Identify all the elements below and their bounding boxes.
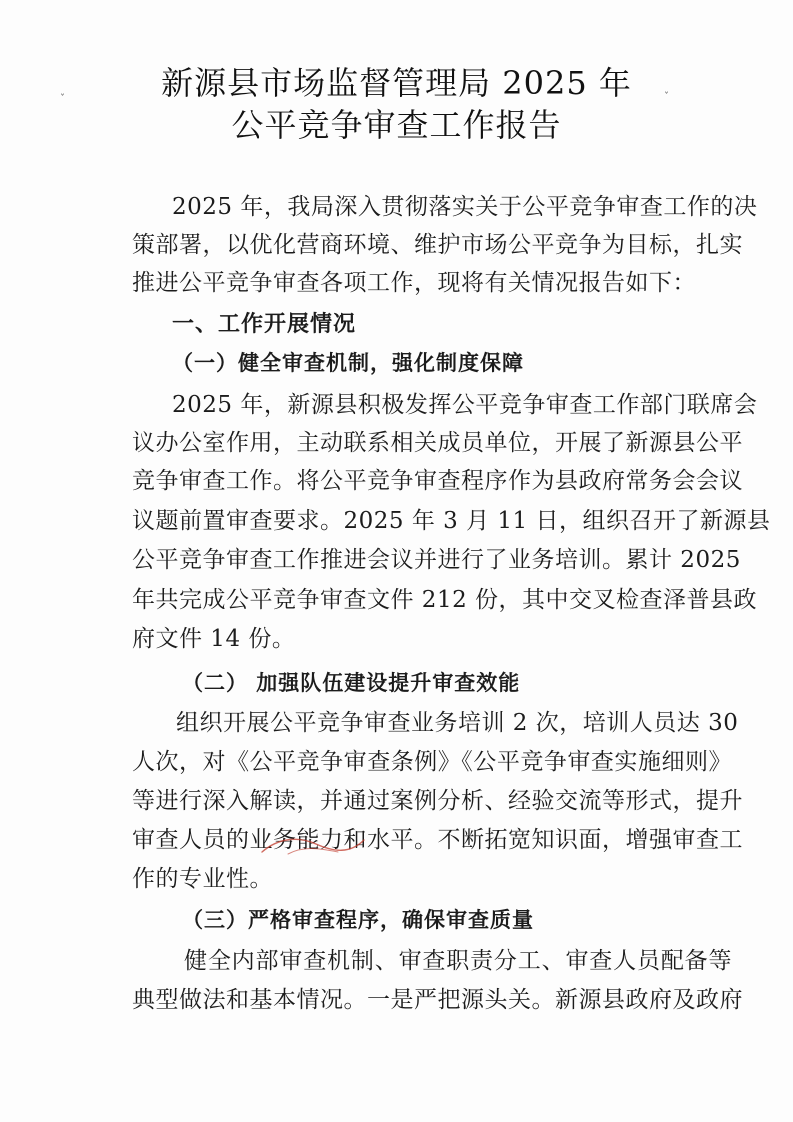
sub1-heading: （一）健全审查机制，强化制度保障: [172, 351, 524, 375]
ink-scribble-mark: [258, 830, 368, 860]
sub1-line-5: 公平竞争审查工作推进会议并进行了业务培训。累计 2025: [132, 547, 741, 573]
sub3-heading: （三）严格审查程序，确保审查质量: [182, 908, 534, 932]
sub1-line-3: 竞争审查工作。将公平竞争审查程序作为县政府常务会会议: [132, 468, 743, 494]
sub3-line-1: 健全内部审查机制、审查职责分工、审查人员配备等: [184, 948, 732, 974]
sub1-line-4: 议题前置审查要求。2025 年 3 月 11 日，组织召开了新源县: [132, 508, 771, 534]
sub2-line-1: 组织开展公平竞争审查业务培训 2 次，培训人员达 30: [176, 710, 739, 736]
sub2-line-5: 作的专业性。: [132, 866, 273, 892]
intro-line-2: 策部署，以优化营商环境、维护市场公平竞争为目标，扎实: [132, 232, 743, 258]
document-title-line1: 新源县市场监督管理局 2025 年: [161, 64, 632, 102]
sub1-line-6: 年共完成公平竞争审查文件 212 份，其中交叉检查泽普县政: [132, 587, 758, 613]
sub2-heading: （二） 加强队伍建设提升审查效能: [182, 671, 521, 695]
sub2-line-3: 等进行深入解读，并通过案例分析、经验交流等形式，提升: [132, 788, 743, 814]
sub2-line-4: 审查人员的业务能力和水平。不断拓宽知识面，增强审查工: [132, 827, 743, 853]
document-title-line2: 公平竞争审查工作报告: [231, 106, 562, 144]
section1-heading: 一、工作开展情况: [172, 312, 357, 337]
sub1-line-2: 议办公室作用，主动联系相关成员单位，开展了新源县公平: [132, 430, 743, 456]
sub3-line-2: 典型做法和基本情况。一是严把源头关。新源县政府及政府: [132, 987, 743, 1013]
scan-mark-right: ˇ: [664, 92, 669, 103]
intro-line-1: 2025 年，我局深入贯彻落实关于公平竞争审查工作的决: [172, 194, 758, 220]
sub1-line-7: 府文件 14 份。: [132, 626, 296, 652]
scan-mark-left: ˇ: [60, 94, 65, 105]
sub2-line-2: 人次，对《公平竞争审查条例》《公平竞争审查实施细则》: [132, 749, 732, 775]
sub1-line-1: 2025 年，新源县积极发挥公平竞争审查工作部门联席会: [172, 392, 758, 418]
intro-line-3: 推进公平竞争审查各项工作，现将有关情况报告如下：: [132, 270, 696, 296]
